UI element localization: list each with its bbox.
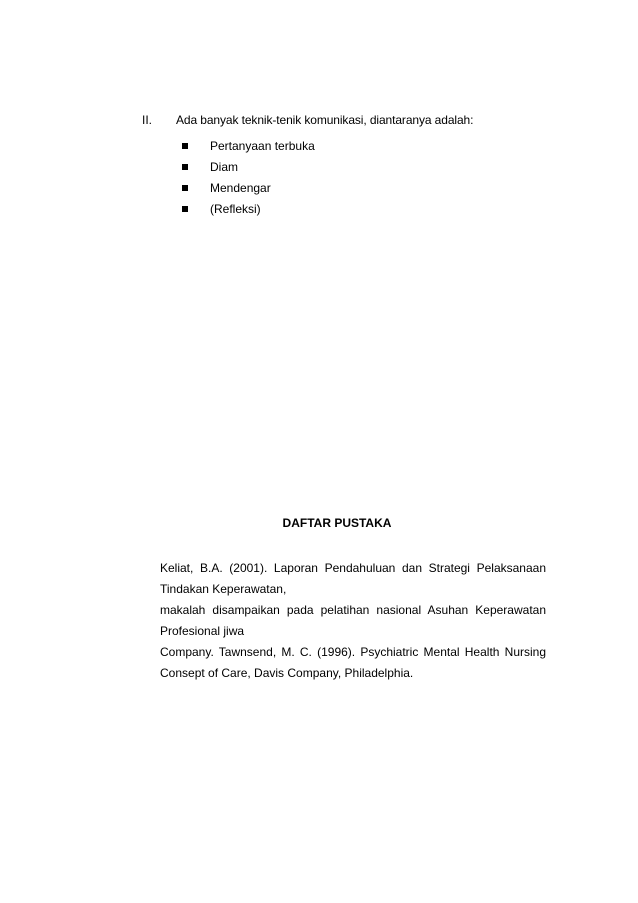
square-bullet-icon (182, 185, 188, 191)
reference-line: makalah disampaikan pada pelatihan nasional Asuhan Keperawatan (160, 603, 546, 617)
reference-line: Consept of Care, Davis Company, Philadelphia. (160, 666, 414, 680)
list-item (142, 135, 562, 156)
list-item (142, 177, 562, 198)
list-item (142, 198, 562, 219)
references-list (160, 558, 546, 684)
section-heading (142, 113, 562, 129)
communication-techniques-section (142, 113, 562, 219)
list-item-text: Pertanyaan terbuka (210, 138, 315, 153)
list-item-text: (Refleksi) (210, 201, 261, 216)
techniques-list (142, 135, 562, 219)
square-bullet-icon (182, 206, 188, 212)
reference-line: Keliat, B.A. (2001). Laporan Pendahuluan dan Strategi Pelaksanaan (160, 561, 546, 575)
reference-line: Profesional jiwa (160, 624, 245, 638)
reference-line: Tindakan Keperawatan, (160, 582, 287, 596)
list-item (142, 156, 562, 177)
square-bullet-icon (182, 143, 188, 149)
square-bullet-icon (182, 164, 188, 170)
references-title: DAFTAR PUSTAKA (282, 516, 392, 530)
section-intro: Ada banyak teknik-tenik komunikasi, diantaranya adalah: (176, 113, 474, 127)
reference-line: Company. Tawnsend, M. C. (1996). Psychiatric Mental Health Nursing (160, 645, 546, 659)
references-heading (0, 516, 638, 530)
list-item-text: Diam (210, 159, 239, 174)
section-number: II. (142, 113, 153, 127)
list-item-text: Mendengar (210, 180, 271, 195)
